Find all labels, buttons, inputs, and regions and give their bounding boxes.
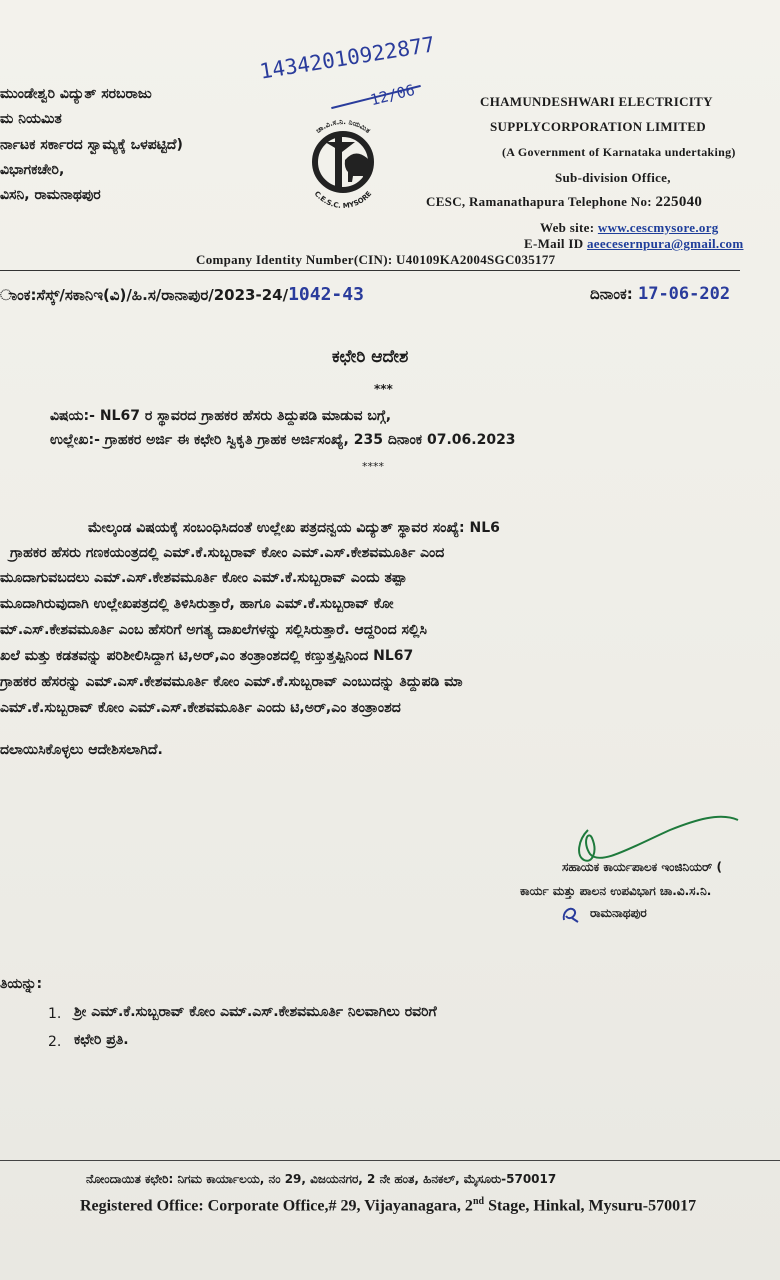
website-line [540, 220, 719, 236]
stars-separator-2: **** [362, 460, 384, 473]
copy-to-label: ತಿಯನ್ನು: [0, 976, 43, 992]
kan-header-line-3: ರ್ನಾಟಕ ಸರ್ಕಾರದ ಸ್ವಾಮ್ಯಕ್ಕೆ ಒಳಪಟ್ಟಿದೆ) [0, 137, 183, 153]
inward-number-handwritten: 14342010922877 [258, 32, 437, 84]
email-link[interactable]: aeecesernpura@gmail.com [586, 236, 744, 251]
signatory-designation: ಸಹಾಯಕ ಕಾರ್ಯಪಾಲಕ ಇಂಜಿನಿಯರ್ ( [562, 860, 722, 874]
eng-header-line-2: SUPPLYCORPORATION LIMITED [490, 119, 706, 134]
inward-date-handwritten: 12/06 [368, 80, 417, 110]
copy-item-2: ಕಛೇರಿ ಪ್ರತಿ. [74, 1032, 129, 1048]
body-line-4: ಮೂದಾಗಿರುವುದಾಗಿ ಉಲ್ಲೇಖಪತ್ರದಲ್ಲಿ ತಿಳಿಸಿರುತ್ತಾರೆ, ಹಾಗೂ ಎಮ್.ಕೆ.ಸುಬ್ಬರಾವ್ ಕೋ [0, 596, 394, 612]
website-label: Web site: [540, 220, 598, 235]
reference-number [0, 284, 364, 305]
header-divider [0, 270, 740, 271]
footer-address-b: Stage, Hinkal, Mysuru-570017 [484, 1197, 697, 1215]
body-line-5: ಮ್.ಎಸ್.ಕೇಶವಮೂರ್ತಿ ಎಂಬ ಹೆಸರಿಗೆ ಅಗತ್ಯ ದಾಖಲೆಗಳನ್ನು ಸಲ್ಲಿಸಿರುತ್ತಾರೆ. ಆದ್ದರಿಂದ ಸಲ್ಲಿಸಿ [0, 622, 427, 638]
kan-header-line-2: ಮ ನಿಯಮಿತ [0, 111, 62, 127]
date-label: ದಿನಾಂಕ: [590, 285, 633, 303]
eng-header-line-5 [426, 194, 702, 211]
date-handwritten: 17-06-202 [637, 284, 731, 304]
eng-header-line-3: (A Government of Karnataka undertaking) [502, 145, 736, 159]
email-line [524, 236, 744, 252]
eng-header-line-4: Sub-division Office, [555, 170, 671, 185]
copy-item-2-number: 2. [48, 1034, 62, 1050]
signatory-place: ರಾಮನಾಥಪುರ [590, 906, 647, 920]
reference-line: ಉಲ್ಲೇಖ:- ಗ್ರಾಹಕರ ಅರ್ಜಿ ಈ ಕಛೇರಿ ಸ್ವಿಕೃತಿ ಗ್ರಾಹಕ ಅರ್ಜಿಸಂಖ್ಯೆ, 235 ದಿನಾಂಕ 07.06.2023 [50, 432, 516, 448]
footer-divider [0, 1160, 780, 1161]
telephone-number: 225040 [655, 194, 703, 210]
cesc-logo [295, 112, 391, 208]
office-address: CESC, Ramanathapura Telephone No: [426, 194, 656, 209]
footer-kannada: ನೋಂದಾಯಿತ ಕಛೇರಿ: ನಿಗಮ ಕಾರ್ಯಾಲಯ, ನಂ 29, ವಿಜಯನಗರ, 2 ನೇ ಹಂತ, ಹಿನಕಲ್, ಮೈಸೂರು-570017 [86, 1172, 557, 1186]
body-line-9: ದಲಾಯಿಸಿಕೊಳ್ಳಲು ಆದೇಶಿಸಲಾಗಿದೆ. [0, 742, 163, 758]
website-link[interactable]: www.cescmysore.org [597, 220, 719, 235]
cin-line: Company Identity Number(CIN): U40109KA2004SGC035177 [196, 252, 556, 267]
copy-item-1-number: 1. [48, 1006, 62, 1022]
kan-header-line-4: ವಿಭಾಗಕಚೇರಿ, [0, 162, 65, 178]
date-field [590, 284, 730, 304]
body-line-6: ಖಲೆ ಮತ್ತು ಕಡತವನ್ನು ಪರಿಶೀಲಿಸಿದ್ದಾಗ ಟಿ,ಅರ್,ಎಂ ತಂತ್ರಾಂಶದಲ್ಲಿ ಕಣ್ತುತ್ತಪ್ಪಿನಿಂದ NL67 [0, 648, 414, 664]
kan-header-line-5: ವಿಸನಿ, ರಾಮನಾಥಪುರ [0, 187, 101, 203]
subject-line: ವಿಷಯ:- NL67 ರ ಸ್ಥಾವರದ ಗ್ರಾಹಕರ ಹೆಸರು ತಿದ್ದುಪಡಿ ಮಾಡುವ ಬಗ್ಗೆ, [50, 408, 392, 424]
kan-header-line-1: ಮುಂಡೇಶ್ವರಿ ವಿದ್ಯುತ್ ಸರಬರಾಜು [0, 86, 152, 102]
body-line-3: ಮೂದಾಗುವಬದಲು ಎಮ್.ಎಸ್.ಕೇಶವಮೂರ್ತಿ ಕೋಂ ಎಮ್.ಕೆ.ಸುಬ್ಬರಾವ್ ಎಂದು ತಪ್ಪಾ [0, 570, 407, 586]
initial-mark [560, 904, 580, 924]
reference-number-handwritten: 1042-43 [288, 284, 364, 305]
eng-header-line-1: CHAMUNDESHWARI ELECTRICITY [480, 94, 713, 109]
body-line-8: ಎಮ್.ಕೆ.ಸುಬ್ಬರಾವ್ ಕೋಂ ಎಮ್.ಎಸ್.ಕೇಶವಮೂರ್ತಿ ಎಂದು ಟಿ,ಅರ್,ಎಂ ತಂತ್ರಾಂಶದ [0, 700, 401, 716]
office-order-title: ಕಛೇರಿ ಆದೇಶ [332, 347, 409, 367]
signatory-office: ಕಾರ್ಯ ಮತ್ತು ಪಾಲನ ಉಪವಿಭಾಗ ಚಾ.ವಿ.ಸ.ನಿ. [520, 884, 712, 898]
email-label: E-Mail ID [524, 236, 587, 251]
footer-address-sup: nd [472, 1196, 485, 1207]
logo-bottom-text: C.E.S.C. MYSORE [312, 189, 374, 208]
copy-item-1: ಶ್ರೀ ಎಮ್.ಕೆ.ಸುಬ್ಬರಾವ್ ಕೋಂ ಎಮ್.ಎಸ್.ಕೇಶವಮೂರ್ತಿ ನಿಲವಾಗಿಲು ರವರಿಗೆ [74, 1004, 437, 1020]
logo-top-text: ಚಾ.ವಿ.ಸ.ನಿ. ನಿಯಮಿತ [314, 117, 372, 135]
footer-address-a: Registered Office: Corporate Office,# 29, Vijayanagara, 2 [80, 1197, 473, 1215]
body-line-7: ಗ್ರಾಹಕರ ಹೆಸರನ್ನು ಎಮ್.ಎಸ್.ಕೇಶವಮೂರ್ತಿ ಕೋಂ ಎಮ್.ಕೆ.ಸುಬ್ಬರಾವ್ ಎಂಬುದನ್ನು ತಿದ್ದುಪಡಿ ಮಾ [0, 674, 463, 690]
reference-label: ಾಂಕ:ಸೆಸ್ಕ್/ಸಕಾನಿಇ(ವಿ)/ಹಿ.ಸ/ರಾನಾಪುರ/2023-24/ [0, 286, 289, 304]
footer-english [80, 1196, 696, 1215]
body-line-1: ಮೇಲ್ಕಂಡ ವಿಷಯಕ್ಕೆ ಸಂಬಂಧಿಸಿದಂತೆ ಉಲ್ಲೇಖ ಪತ್ರದನ್ವಯ ವಿದ್ಯುತ್ ಸ್ಥಾವರ ಸಂಖ್ಯೆ: NL6 [88, 520, 500, 536]
stars-separator-1: *** [374, 382, 393, 396]
body-line-2: ಗ್ರಾಹಕರ ಹೆಸರು ಗಣಕಯಂತ್ರದಲ್ಲಿ ಎಮ್.ಕೆ.ಸುಬ್ಬರಾವ್ ಕೋಂ ಎಮ್.ಎಸ್.ಕೇಶವಮೂರ್ತಿ ಎಂದ [10, 545, 445, 561]
